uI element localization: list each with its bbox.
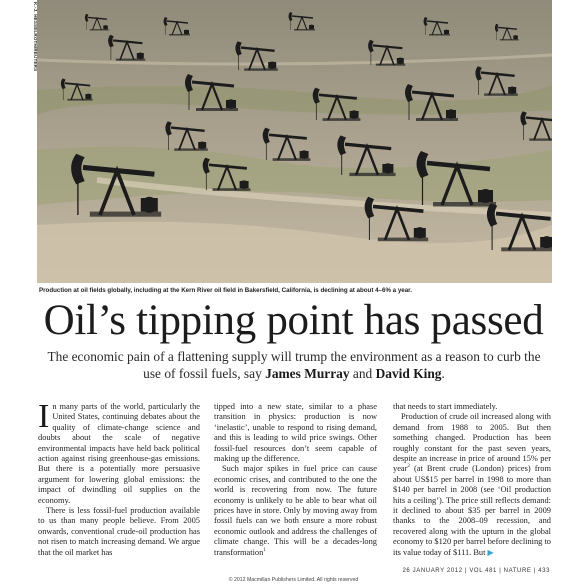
paragraph: There is less fossil-fuel production available to us than many people believe. From 2005 onwards, conventional crude-oil production has not risen to match increasing demand. We argue that the oil market has [38,506,200,557]
page-footer: 26 JANUARY 2012 | VOL 481 | NATURE | 433 [402,568,550,574]
standfirst-conj: and [352,366,373,381]
drop-cap: I [38,398,50,435]
copyright-line: © 2012 Macmillan Publishers Limited. All rights reserved [228,577,359,583]
reference-superscript[interactable]: 1 [263,547,266,553]
author-name: David King [375,366,442,381]
text-column-3 [393,402,551,558]
photo-credit: K.-J. HESSELROTH/REUTERS [33,2,38,72]
continue-arrow-icon[interactable]: ▶ [487,547,494,557]
paragraph: Such major spikes in fuel price can cause economic crises, and contributed to the one the world is recovering from now. The future economy is unlikely to be able to bear what oil prices have in store. Only by moving away from fossil fuels can we both ensure a more robust economic outlook and address the challenges of climate change. This will be a decades-long transformation$^1$ [214,464,377,557]
text-column-1 [38,398,200,558]
standfirst-end: . [441,366,445,381]
article-title: Oil’s tipping point has passed [43,297,544,344]
paragraph: Production of crude oil increased along with demand from 1988 to 2005. But then something changed. Production has been roughly constant for the past seven years, despite an increase in price of around 15% per year$^2$ (at Brent crude (London) prices) from about US$15 per barrel in 1998 to more than $140 per barrel in 2008 (see ‘Oil production hits a ceiling’). The price still reflects demand: it declined to about $35 per barrel in 2009 thanks to the 2008–09 recession, and recovered along with the upturn in the global economy to $120 per barrel before declining to its value today of $111. But ▶ [393,412,551,557]
author-name: James Murray [265,366,350,381]
standfirst-text: The economic pain of a flattening supply will trump the environment as a reason to curb the use of fossil fuels, say [47,349,541,381]
standfirst [44,348,544,382]
paragraph: In many parts of the world, particularly the United States, continuing debates about the quality of climate-change science and doubts about the scale of negative environmental impacts have held back political action against rising greenhouse-gas emissions. But there is a potentially more persuasive argument for lowering global emissions: the impact of dwindling oil supplies on the economy. [38,398,200,505]
reference-superscript[interactable]: 2 [407,464,410,470]
oil-field-photo [37,0,552,283]
text-column-2 [214,402,377,558]
paragraph: that needs to start immediately. [393,402,498,411]
paragraph: tipped into a new state, similar to a phase transition in physics: production is now ‘inelastic’, unable to respond to rising demand, and this is leading to wild price swings. Other fossil-fuel resources don’t seem capable of making up the difference. [214,402,377,464]
photo-caption: Production at oil fields globally, including at the Kern River oil field in Bakersfield, California, is declining at about 4–6% a year. [39,287,412,294]
